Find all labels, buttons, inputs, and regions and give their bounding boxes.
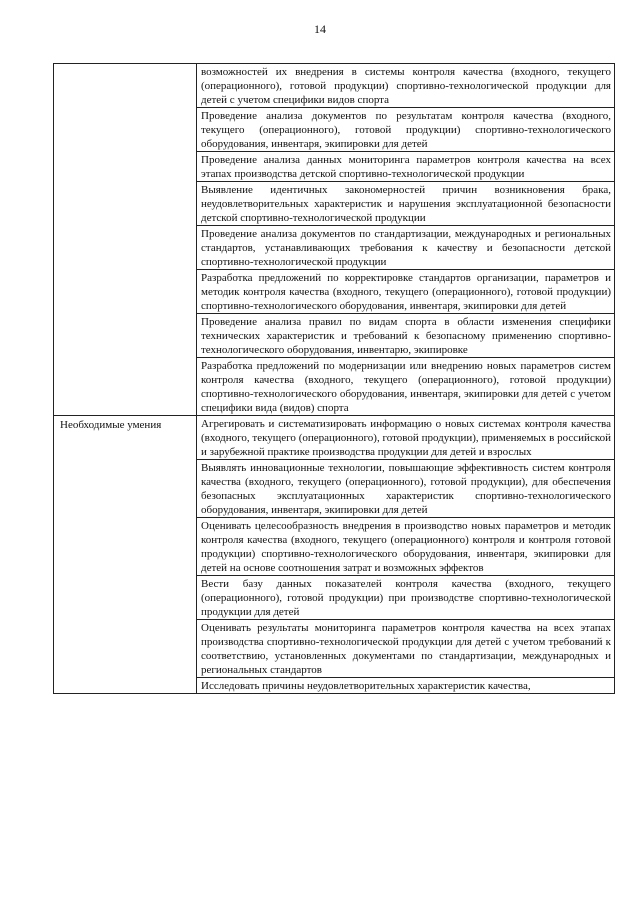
table-cell: Разработка предложений по корректировке стандартов организации, параметров и методик контроля качества (входного, текущего (операционного), готовой продукции) спортивно-технологического оборудования, инвентаря, экипировки для детей	[197, 270, 615, 314]
table-cell: Агрегировать и систематизировать информацию о новых системах контроля качества (входного, текущего (операционного), готовой продукции), применяемых в российской и зарубежной практике производства продукции для детей и взрослых	[197, 416, 615, 460]
table-section-skills	[54, 416, 615, 694]
table-cell: Проведение анализа данных мониторинга параметров контроля качества на всех этапах производства детской спортивно-технологической продукции	[197, 152, 615, 182]
table-cell: Оценивать целесообразность внедрения в производство новых параметров и методик контроля качества (входного, текущего (операционного) контроля и контроля готовой продукции) спортивно-технологического оборудования, инвентаря, экипировки для детей на основе соотношения затрат и возможных эффектов	[197, 518, 615, 576]
section-label: Необходимые умения	[54, 416, 197, 694]
table-cell: Проведение анализа документов по стандартизации, международных и региональных стандартов, устанавливающих требования к качеству и безопасности детской спортивно-технологической продукции	[197, 226, 615, 270]
table-cell: Выявление идентичных закономерностей причин возникновения брака, неудовлетворительных характеристик и нарушения эксплуатационной безопасности детской спортивно-технологической продукции	[197, 182, 615, 226]
section-items	[197, 416, 615, 694]
table-section-continued	[54, 64, 615, 416]
table-cell: Вести базу данных показателей контроля качества (входного, текущего (операционного), готовой продукции) при производстве спортивно-технологической продукции для детей	[197, 576, 615, 620]
table-cell: Исследовать причины неудовлетворительных характеристик качества,	[197, 678, 615, 694]
requirements-table	[53, 63, 615, 694]
table-cell: Проведение анализа документов по результатам контроля качества (входного, текущего (операционного), готовой продукции) спортивно-технологического оборудования, инвентаря, экипировки для детей	[197, 108, 615, 152]
table-cell: Разработка предложений по модернизации или внедрению новых параметров систем контроля качества (входного, текущего (операционного), готовой продукции) спортивно-технологического оборудования, инвентаря, экипировки для детей с учетом специфики вида (видов) спорта	[197, 358, 615, 416]
section-label	[54, 64, 197, 416]
table-cell: возможностей их внедрения в системы контроля качества (входного, текущего (операционного), готовой продукции) спортивно-технологической продукции для детей с учетом специфики видов спорта	[197, 64, 615, 108]
page-number: 14	[314, 22, 326, 36]
table-cell: Проведение анализа правил по видам спорта в области изменения специфики технических характеристик и требований к безопасному применению спортивно-технологического оборудования, инвентарю, экипировке	[197, 314, 615, 358]
table-cell: Оценивать результаты мониторинга параметров контроля качества на всех этапах производства спортивно-технологической продукции для детей с учетом требований к соответствию, установленных документами по стандартизации, международных и региональных стандартов	[197, 620, 615, 678]
table-cell: Выявлять инновационные технологии, повышающие эффективность систем контроля качества (входного, текущего (операционного), готовой продукции), для обеспечения безопасных эксплуатационных характеристик спортивно-технологического оборудования, инвентаря, экипировки для детей	[197, 460, 615, 518]
section-items	[197, 64, 615, 416]
